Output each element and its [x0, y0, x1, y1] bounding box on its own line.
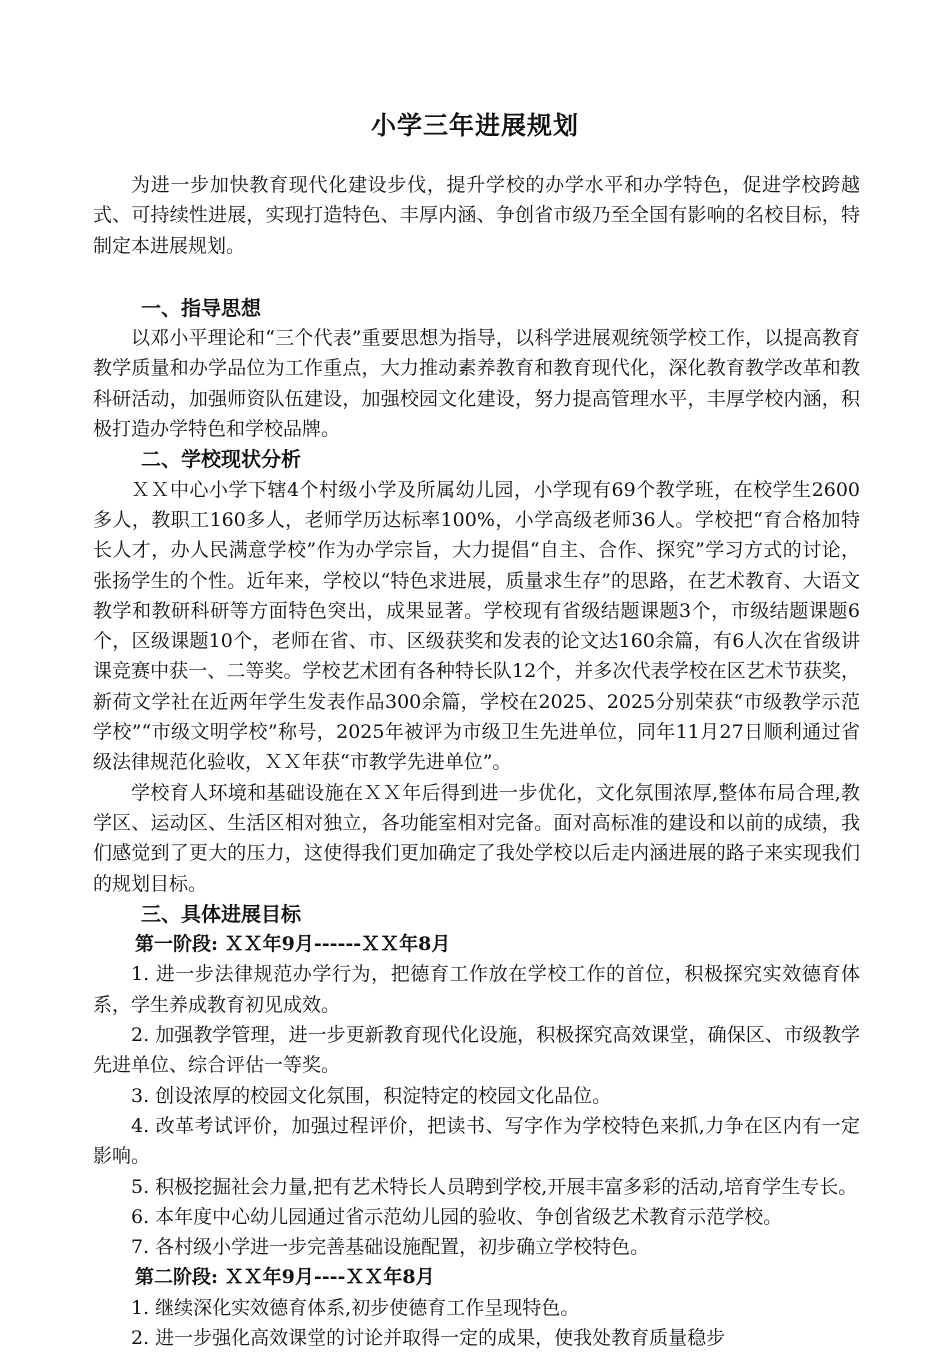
status-analysis-paragraph-2: 学校育人环境和基础设施在ＸＸ年后得到进一步优化，文化氛围浓厚,整体布局合理,教学区、运动区、生活区相对独立，各功能室相对完备。面对高标准的建设和以前的成绩，我们感觉到了更大的压力，这使得我们更加确定了我处学校以后走内涵进展的路子来实现我们的规划目标。	[93, 781, 860, 895]
document-title: 小学三年进展规划	[370, 111, 579, 140]
stage-2-item: 2. 进一步强化高效课堂的讨论并取得一定的成果，使我处教育质量稳步	[131, 1326, 726, 1349]
guiding-ideology-paragraph: 以邓小平理论和“三个代表”重要思想为指导，以科学进展观统领学校工作，以提高教育教学质量和办学品位为工作重点，大力推动素养教育和教育现代化，深化教育教学改革和教科研活动，加强师资队伍建设，加强校园文化建设，努力提高管理水平，丰厚学校内涵，积极打造办学特色和学校品牌。	[93, 327, 860, 441]
stage-1-item: 1. 进一步法律规范办学行为，把德育工作放在学校工作的首位，积极探究实效德育体系，学生养成教育初见成效。	[93, 963, 860, 1016]
stage-1-item: 7. 各村级小学进一步完善基础设施配置，初步确立学校特色。	[131, 1236, 650, 1259]
stage-1-heading: 第一阶段: ＸＸ年9月------ＸＸ年8月	[135, 933, 451, 956]
stage-1-item: 4. 改革考试评价，加强过程评价，把读书、写字作为学校特色来抓,力争在区内有一定影响。	[93, 1114, 860, 1168]
stage-1-item: 5. 积极挖掘社会力量,把有艺术特长人员聘到学校,开展丰富多彩的活动,培育学生专长。	[131, 1175, 858, 1198]
document-body	[93, 170, 860, 1353]
intro-paragraph: 为进一步加快教育现代化建设步伐，提升学校的办学水平和办学特色，促进学校跨越式、可持续性进展，实现打造特色、丰厚内涵、争创省市级乃至全国有影响的名校目标，特制定本进展规划。	[93, 174, 860, 257]
section-heading-status-analysis: 二、学校现状分析	[141, 447, 301, 472]
status-analysis-paragraph-1: ＸＸ中心小学下辖4个村级小学及所属幼儿园，小学现有69个教学班，在校学生2600多人，教职工160多人，老师学历达标率100%，小学高级老师36人。学校把“育合格加特长人才，办人民满意学校”作为办学宗旨，大力提倡“自主、合作、探究”学习方式的讨论，张扬学生的个性。近年来，学校以“特色求进展，质量求生存”的思路，在艺术教育、大语文教学和教研科研等方面特色突出，成果显著。学校现有省级结题课题3个，市级结题课题6个，区级课题10个，老师在省、市、区级获奖和发表的论文达160余篇，有6人次在省级讲课竞赛中获一、二等奖。学校艺术团有各种特长队12个，并多次代表学校在区艺术节获奖，新荷文学社在近两年学生发表作品300余篇，学校在2025、2025分别荣获“市级教学示范学校”“市级文明学校”称号，2025年被评为市级卫生先进单位，同年11月27日顺利通过省级法律规范化验收，ＸＸ年获“市教学先进单位”。	[93, 478, 860, 774]
stage-2-item: 1. 继续深化实效德育体系,初步使德育工作呈现特色。	[131, 1296, 580, 1319]
stage-2-heading: 第二阶段: ＸＸ年9月----ＸＸ年8月	[135, 1266, 435, 1289]
stage-1-item: 2. 加强教学管理，进一步更新教育现代化设施，积极探究高效课堂，确保区、市级教学先进单位、综合评估一等奖。	[93, 1024, 860, 1077]
stage-1-item: 3. 创设浓厚的校园文化氛围，积淀特定的校园文化品位。	[131, 1084, 612, 1107]
section-heading-guiding-ideology: 一、指导思想	[141, 295, 261, 320]
stage-1-item: 6. 本年度中心幼儿园通过省示范幼儿园的验收、争创省级艺术教育示范学校。	[131, 1205, 783, 1228]
section-heading-development-goals: 三、具体进展目标	[141, 901, 301, 926]
